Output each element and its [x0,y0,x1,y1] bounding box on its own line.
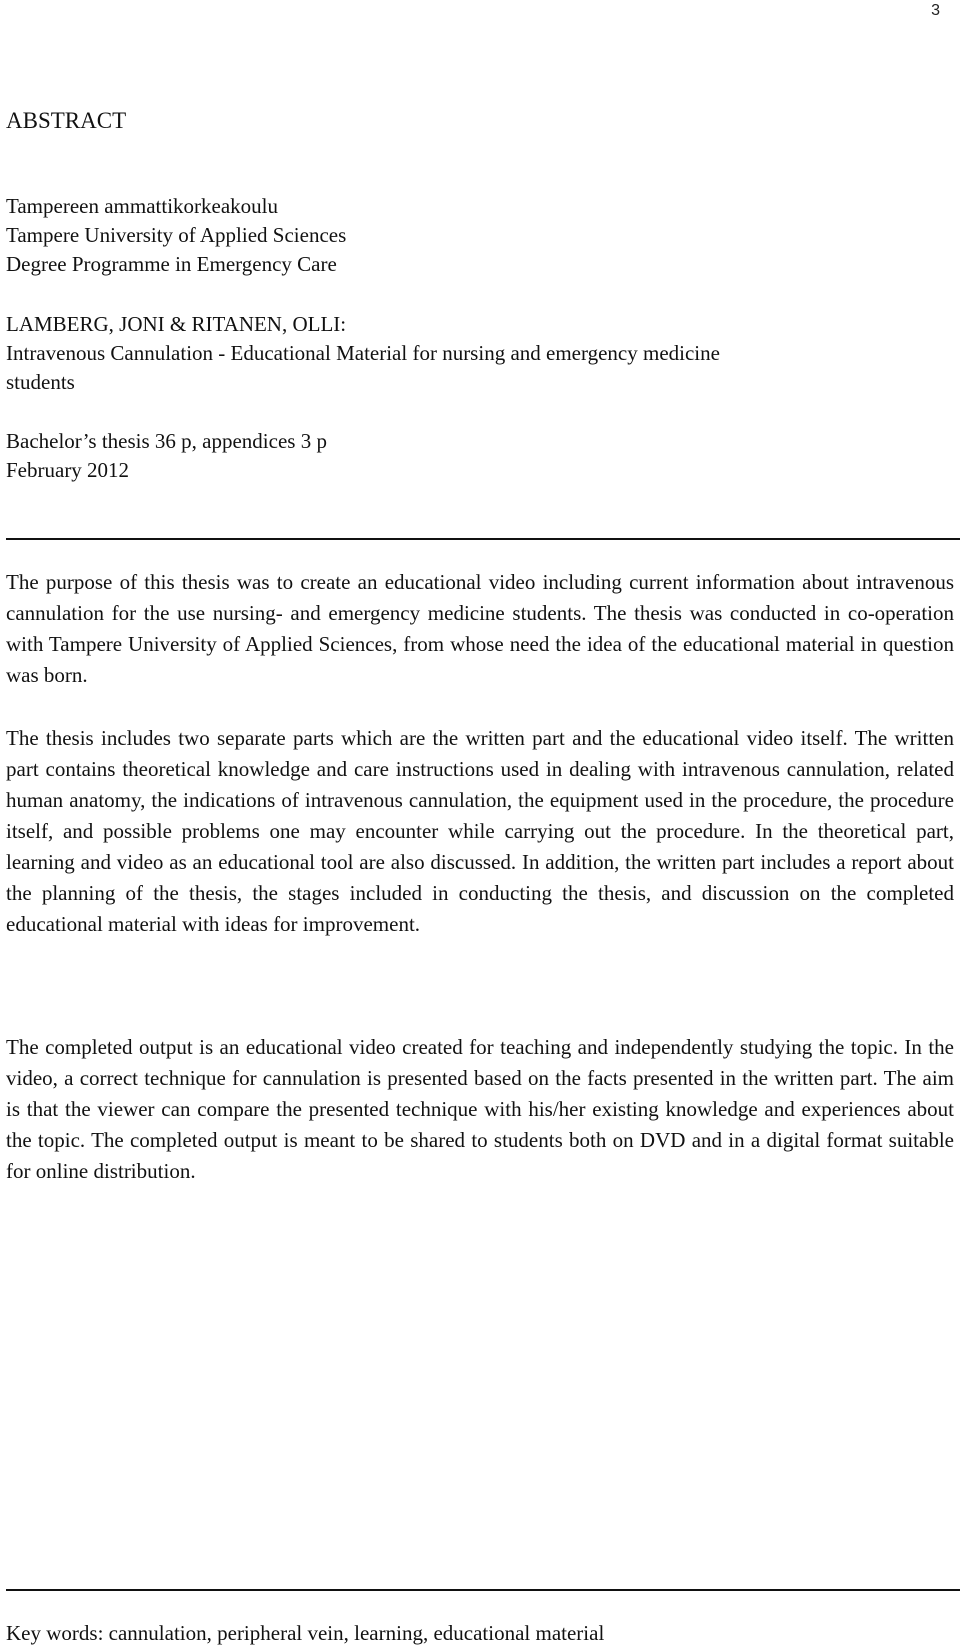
authors-title-block [6,310,720,397]
thesis-type: Bachelor’s thesis 36 p, appendices 3 p [6,429,327,453]
divider-top [6,538,960,540]
institution-english: Tampere University of Applied Sciences [6,223,347,247]
institution-finnish: Tampereen ammattikorkeakoulu [6,194,279,218]
page-number: 3 [931,2,940,19]
degree-programme: Degree Programme in Emergency Care [6,252,337,276]
thesis-title-line-2: students [6,370,75,394]
divider-bottom [6,1589,960,1591]
institution-block [6,192,346,279]
thesis-title-line-1: Intravenous Cannulation - Educational Material for nursing and emergency medicine [6,341,720,365]
keywords: Key words: cannulation, peripheral vein, learning, educational material [6,1621,605,1645]
abstract-paragraph-1: The purpose of this thesis was to create an educational video including current information about intravenous cannulation for the use nursing- and emergency medicine students. The thesis was conducted in co-operation with Tampere University of Applied Sciences, from whose need the idea of the educational material in question was born. [6,570,954,687]
thesis-details-block [6,427,327,485]
abstract-paragraph-2: The thesis includes two separate parts which are the written part and the educational video itself. The written part contains theoretical knowledge and care instructions used in dealing with intravenous cannulation, related human anatomy, the indications of intravenous cannulation, the equipment used in the procedure, the procedure itself, and possible problems one may encounter while carrying out the procedure. In the theoretical part, learning and video as an educational tool are also discussed. In addition, the written part includes a report about the planning of the thesis, the stages included in conducting the thesis, and discussion on the completed educational material with ideas for improvement. [6,726,954,936]
abstract-heading: ABSTRACT [6,108,127,133]
thesis-date: February 2012 [6,458,130,482]
abstract-paragraph-3: The completed output is an educational video created for teaching and independently studying the topic. In the video, a correct technique for cannulation is presented based on the facts presented in the written part. The aim is that the viewer can compare the presented technique with his/her existing knowledge and experiences about the topic. The completed output is meant to be shared to students both on DVD and in a digital format suitable for online distribution. [6,1035,954,1183]
authors: LAMBERG, JONI & RITANEN, OLLI: [6,312,347,336]
